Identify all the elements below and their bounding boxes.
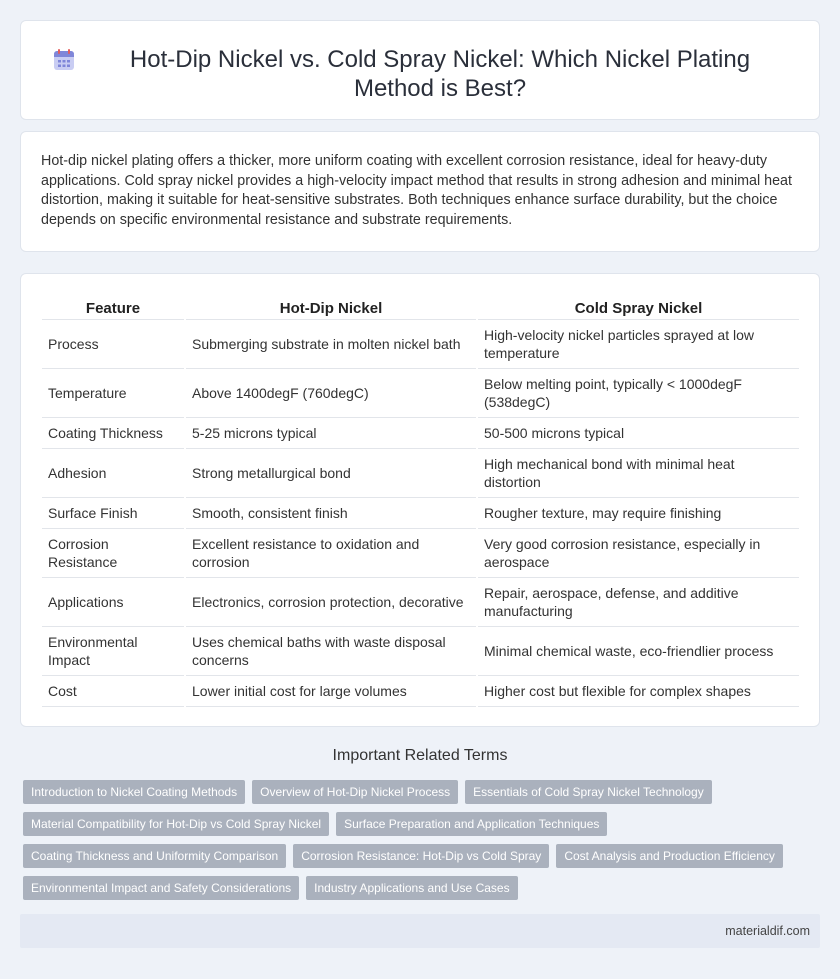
hot-dip-cell: Strong metallurgical bond [185,448,477,497]
cold-spray-cell: Higher cost but flexible for complex shapes [477,675,799,706]
cold-spray-cell: Minimal chemical waste, eco-friendlier process [477,626,799,675]
intro-card [20,131,820,252]
feature-cell: Process [42,319,185,368]
related-term-tag[interactable]: Introduction to Nickel Coating Methods [23,780,245,804]
hot-dip-cell: 5-25 microns typical [185,417,477,448]
calendar-icon [51,47,77,73]
related-terms-tags [23,780,823,908]
footer [20,914,820,948]
hot-dip-cell: Submerging substrate in molten nickel bath [185,319,477,368]
table-row [42,626,799,675]
related-term-tag[interactable]: Material Compatibility for Hot-Dip vs Cold Spray Nickel [23,812,329,836]
cold-spray-cell: High mechanical bond with minimal heat distortion [477,448,799,497]
hot-dip-cell: Electronics, corrosion protection, decorative [185,577,477,626]
comparison-table-card [20,273,820,727]
cold-spray-cell: 50-500 microns typical [477,417,799,448]
table-row [42,675,799,706]
cold-spray-cell: Repair, aerospace, defense, and additive manufacturing [477,577,799,626]
related-term-tag[interactable]: Cost Analysis and Production Efficiency [556,844,783,868]
hot-dip-cell: Lower initial cost for large volumes [185,675,477,706]
cold-spray-cell: High-velocity nickel particles sprayed at low temperature [477,319,799,368]
related-terms-title: Important Related Terms [332,747,508,764]
hot-dip-cell: Excellent resistance to oxidation and corrosion [185,528,477,577]
related-term-tag[interactable]: Coating Thickness and Uniformity Comparison [23,844,286,868]
feature-cell: Cost [42,675,185,706]
intro-paragraph: Hot-dip nickel plating offers a thicker, more uniform coating with excellent corrosion resistance, ideal for heavy-duty applications. Cold spray nickel provides a high-velocity impact method that results in strong adhesion and minimal heat distortion, making it suitable for heat-sensitive substrates. Both techniques enhance surface durability, but the choice depends on specific environmental resistance and substrate requirements. [41,153,792,228]
hot-dip-cell: Above 1400degF (760degC) [185,368,477,417]
table-header-row [42,294,799,319]
related-term-tag[interactable]: Corrosion Resistance: Hot-Dip vs Cold Spray [293,844,549,868]
cold-spray-cell: Below melting point, typically < 1000degF (538degC) [477,368,799,417]
table-row [42,497,799,528]
feature-cell: Applications [42,577,185,626]
tag-row [23,844,823,868]
feature-cell: Adhesion [42,448,185,497]
hot-dip-cell: Uses chemical baths with waste disposal concerns [185,626,477,675]
feature-cell: Environmental Impact [42,626,185,675]
title-card [20,20,820,120]
table-row [42,319,799,368]
cold-spray-cell: Rougher texture, may require finishing [477,497,799,528]
feature-cell: Coating Thickness [42,417,185,448]
header-cold-spray: Cold Spray Nickel [477,294,799,319]
hot-dip-cell: Smooth, consistent finish [185,497,477,528]
table-row [42,417,799,448]
header-feature: Feature [42,294,185,319]
cold-spray-cell: Very good corrosion resistance, especially in aerospace [477,528,799,577]
table-row [42,368,799,417]
related-term-tag[interactable]: Environmental Impact and Safety Considerations [23,876,299,900]
comparison-table [42,294,799,707]
tag-row [23,780,823,804]
tag-row [23,812,823,836]
table-row [42,448,799,497]
footer-site-link[interactable]: materialdif.com [725,924,810,938]
related-term-tag[interactable]: Essentials of Cold Spray Nickel Technology [465,780,712,804]
table-row [42,577,799,626]
related-term-tag[interactable]: Industry Applications and Use Cases [306,876,517,900]
feature-cell: Corrosion Resistance [42,528,185,577]
tag-row [23,876,823,900]
related-term-tag[interactable]: Overview of Hot-Dip Nickel Process [252,780,458,804]
feature-cell: Surface Finish [42,497,185,528]
table-row [42,528,799,577]
page-title: Hot-Dip Nickel vs. Cold Spray Nickel: Which Nickel Plating Method is Best? [129,46,751,102]
feature-cell: Temperature [42,368,185,417]
related-term-tag[interactable]: Surface Preparation and Application Techniques [336,812,607,836]
header-hot-dip: Hot-Dip Nickel [185,294,477,319]
